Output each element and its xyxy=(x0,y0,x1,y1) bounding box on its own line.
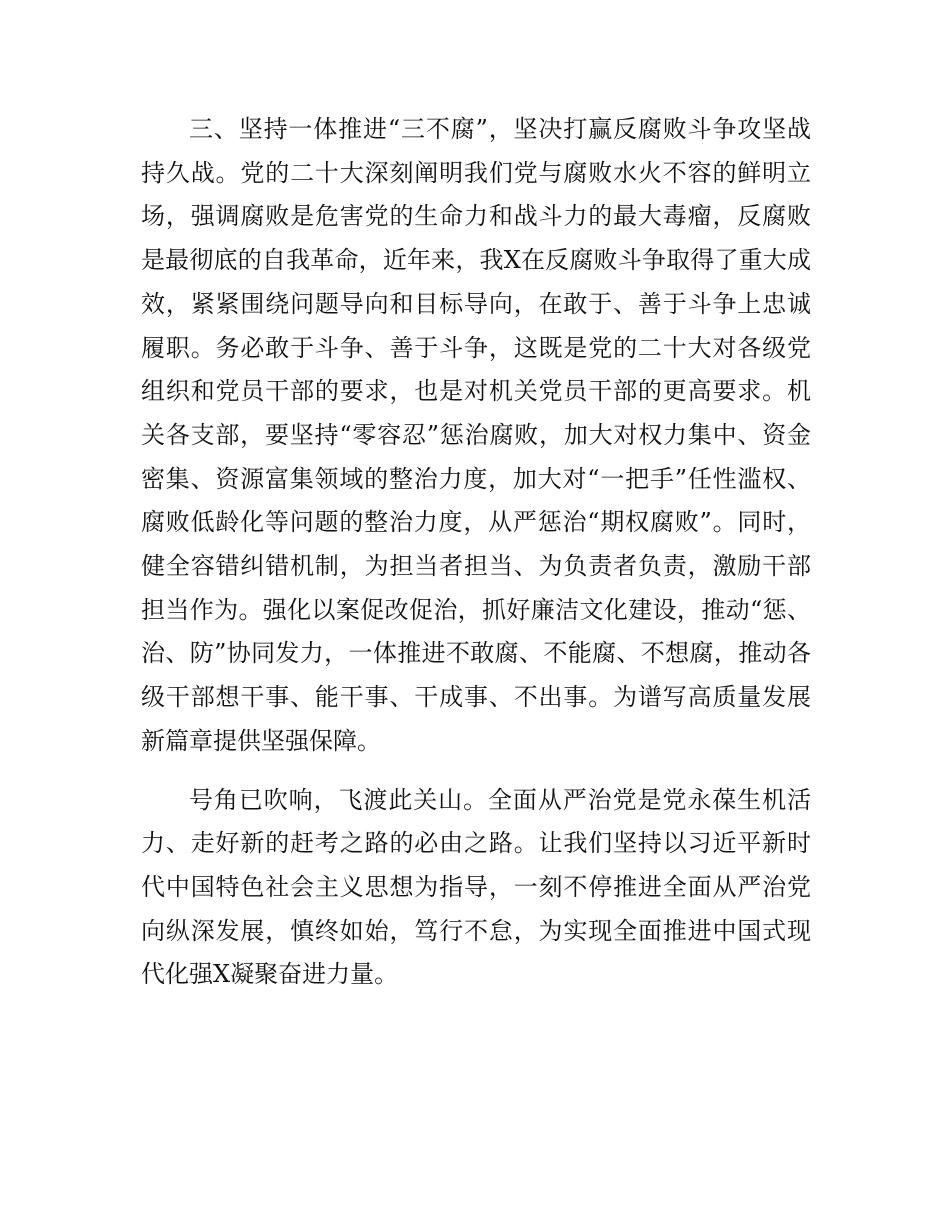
document-body xyxy=(141,108,811,997)
paragraph-anti-corruption: 三、坚持一体推进“三不腐”，坚决打赢反腐败斗争攻坚战持久战。党的二十大深刻阐明我们党与腐败水火不容的鲜明立场，强调腐败是危害党的生命力和战斗力的最大毒瘤，反腐败是最彻底的自我革命，近年来，我X在反腐败斗争取得了重大成效，紧紧围绕问题导向和目标导向，在敢于、善于斗争上忠诚履职。务必敢于斗争、善于斗争，这既是党的二十大对各级党组织和党员干部的要求，也是对机关党员干部的更高要求。机关各支部，要坚持“零容忍”惩治腐败，加大对权力集中、资金密集、资源富集领域的整治力度，加大对“一把手”任性滥权、腐败低龄化等问题的整治力度，从严惩治“期权腐败”。同时，健全容错纠错机制，为担当者担当、为负责者负责，激励干部担当作为。强化以案促改促治，抓好廉洁文化建设，推动“惩、治、防”协同发力，一体推进不敢腐、不能腐、不想腐，推动各级干部想干事、能干事、干成事、不出事。为谱写高质量发展新篇章提供坚强保障。 xyxy=(141,115,811,755)
paragraph-conclusion: 号角已吹响，飞渡此关山。全面从严治党是党永葆生机活力、走好新的赶考之路的必由之路。让我们坚持以习近平新时代中国特色社会主义思想为指导，一刻不停推进全面从严治党向纵深发展，慎终如始，笃行不怠，为实现全面推进中国式现代化强X凝聚奋进力量。 xyxy=(141,785,811,989)
